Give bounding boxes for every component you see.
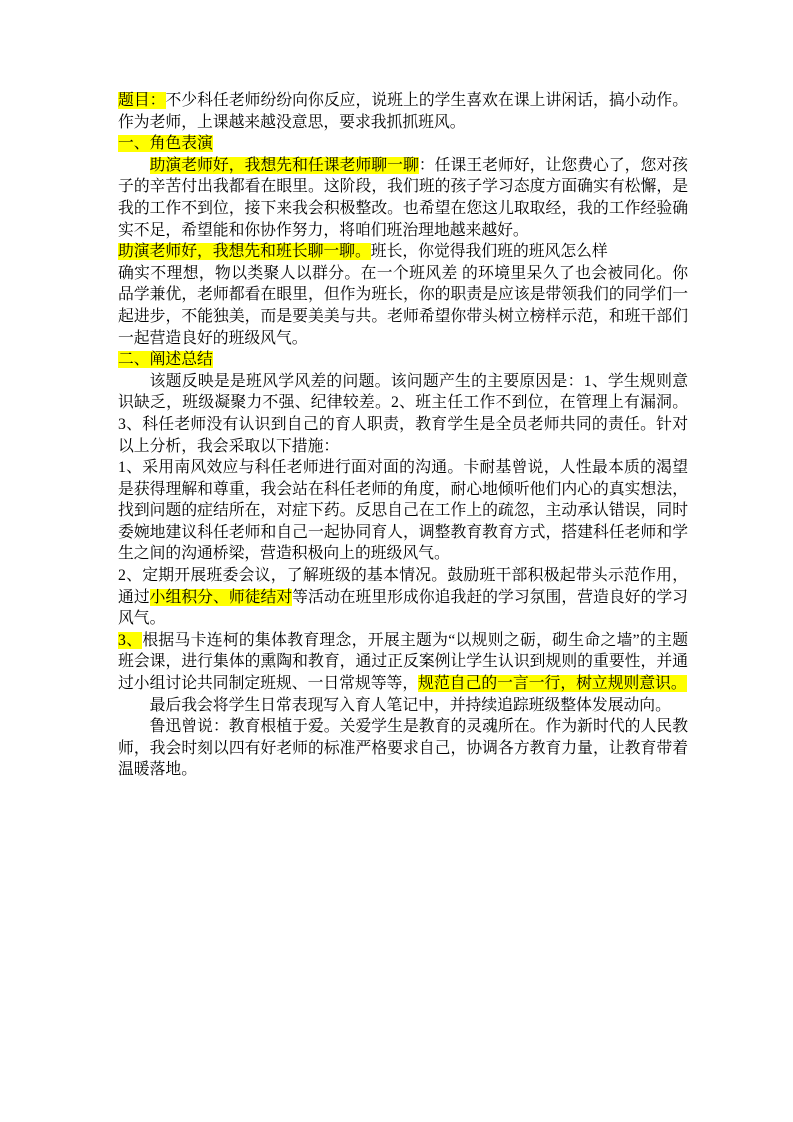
highlighted-text-run: 规范自己的一言一行，树立规则意识。 <box>418 675 687 693</box>
text-run: 2、定期开展班委会议，了解班级的基本情况。鼓励班干部积极起带头示范作用，通过 <box>118 567 688 606</box>
text-run: 确实不理想，物以类聚人以群分。在一个班风差 的环境里呆久了也会被同化。你品学兼优，老师都看在眼里，但作为班长，你的职责是应该是带领我们的同学们一起进步，不能独美，而是要美美与共。老师希望你带头树立榜样示范，和班干部们一起营造良好的班级风气。 <box>118 264 688 347</box>
paragraph <box>118 241 688 263</box>
highlighted-text-run: 小组积分、师徒结对 <box>149 588 293 606</box>
text-run: 1、采用南风效应与科任老师进行面对面的沟通。卡耐基曾说，人性最本质的渴望是获得理解和尊重，我会站在科任老师的角度，耐心地倾听他们内心的真实想法，找到问题的症结所在，对症下药。反思自己在工作上的疏忽，主动承认错误，同时委婉地建议科任老师和自己一起协同育人，调整教育教育方式，搭建科任老师和学生之间的沟通桥梁，营造积极向上的班级风气。 <box>118 459 688 563</box>
paragraph <box>118 90 688 133</box>
text-run: 鲁迅曾说：教育根植于爱。关爱学生是教育的灵魂所在。作为新时代的人民教师，我会时刻以四有好老师的标准严格要求自己，协调各方教育力量，让教育带着温暖落地。 <box>118 718 688 779</box>
highlighted-text-run: 二、阐述总结 <box>118 351 213 369</box>
document-body[interactable] <box>118 90 688 781</box>
highlighted-text-run: 助演老师好，我想先和班长聊一聊。 <box>118 243 371 261</box>
paragraph <box>118 716 688 781</box>
text-run: 该题反映是是班风学风差的问题。该问题产生的主要原因是：1、学生规则意识缺乏，班级凝聚力不强、纪律较差。2、班主任工作不到位，在管理上有漏洞。3、科任老师没有认识到自己的育人职责，教育学生是全员老师共同的责任。针对以上分析，我会采取以下措施： <box>118 372 688 455</box>
paragraph <box>118 371 688 457</box>
text-run: 不少科任老师纷纷向你反应，说班上的学生喜欢在课上讲闲话，搞小动作。作为老师，上课越来越没意思，要求我抓抓班风。 <box>118 92 688 131</box>
text-run: ：任课王老师好，让您费心了，您对孩子的辛苦付出我都看在眼里。这阶段，我们班的孩子学习态度方面确实有松懈，是我的工作不到位，接下来我会积极整改。也希望在您这儿取取经，我的工作经验确实不足，希望能和你协作努力，将咱们班治理地越来越好。 <box>118 156 688 239</box>
paragraph <box>118 133 688 155</box>
highlighted-text-run: 助演老师好，我想先和任课老师聊一聊 <box>149 156 419 174</box>
text-run: 根据马卡连柯的集体教育理念，开展主题为“以规则之砺，砌生命之墙”的主题班会课，进行集体的熏陶和教育，通过正反案例让学生认识到规则的重要性，并通过小组讨论共同制定班规、一日常规等等， <box>118 631 688 693</box>
text-run: 等活动在班里形成你追我赶的学习氛围，营造良好的学习风气。 <box>118 588 688 628</box>
highlighted-text-run: 题目： <box>118 92 166 109</box>
paragraph <box>118 695 688 717</box>
paragraph <box>118 457 688 565</box>
paragraph <box>118 349 688 371</box>
paragraph <box>118 263 688 349</box>
paragraph <box>118 565 688 630</box>
highlighted-text-run: 一、角色表演 <box>118 135 213 153</box>
paragraph <box>118 155 688 241</box>
paragraph <box>118 630 688 695</box>
highlighted-text-run: 3、 <box>118 631 143 649</box>
text-run: 最后我会将学生日常表现写入育人笔记中，并持续追踪班级整体发展动向。 <box>149 696 671 714</box>
text-run: 班长，你觉得我们班的班风怎么样 <box>370 243 608 261</box>
